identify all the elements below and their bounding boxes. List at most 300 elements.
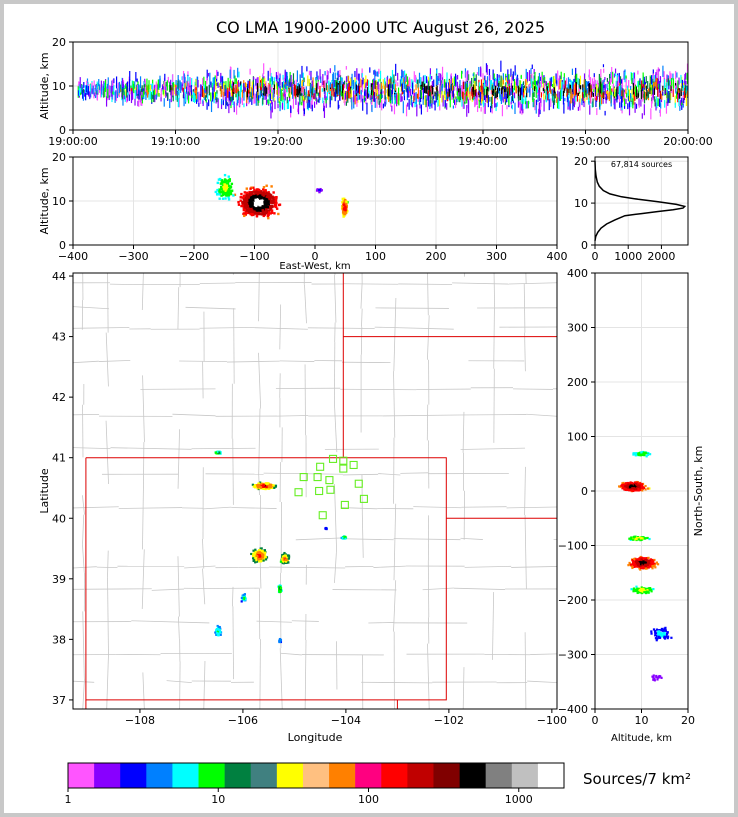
source-streak: [233, 85, 234, 92]
ew-density-cell: [345, 201, 347, 203]
source-streak: [350, 94, 351, 99]
source-streak: [382, 95, 383, 98]
source-streak: [355, 82, 356, 94]
source-streak: [85, 93, 86, 100]
source-streak: [400, 94, 401, 102]
source-streak: [679, 106, 680, 111]
ew-tick-label: 100: [365, 250, 386, 263]
source-streak: [422, 82, 423, 90]
source-streak: [689, 81, 690, 86]
county-line: [204, 661, 205, 709]
source-streak: [432, 86, 433, 94]
source-streak: [208, 73, 209, 76]
source-streak: [362, 99, 363, 111]
source-streak: [436, 75, 437, 85]
source-streak: [287, 97, 288, 104]
source-streak: [279, 75, 280, 79]
county-line: [492, 592, 493, 660]
ew-density-cell: [265, 208, 267, 210]
source-streak: [459, 80, 460, 89]
source-streak: [581, 98, 582, 105]
source-streak: [622, 88, 623, 97]
source-streak: [408, 90, 409, 97]
source-streak: [206, 102, 207, 109]
source-streak: [503, 80, 504, 85]
source-streak: [297, 86, 298, 97]
source-streak: [612, 72, 613, 84]
source-streak: [418, 99, 419, 102]
source-streak: [451, 76, 452, 83]
time-tick-label: 19:40:00: [458, 135, 508, 148]
source-streak: [666, 82, 667, 89]
source-streak: [530, 68, 531, 74]
county-line: [525, 333, 526, 372]
source-streak: [282, 103, 283, 110]
source-streak: [534, 100, 535, 110]
ew-density-cell: [343, 204, 345, 206]
source-streak: [608, 81, 609, 84]
county-line: [398, 284, 452, 285]
ew-density-cell: [271, 206, 273, 208]
source-streak: [105, 80, 106, 92]
source-streak: [249, 81, 250, 89]
source-streak: [675, 103, 676, 108]
county-line: [277, 415, 308, 416]
county-line: [73, 361, 99, 363]
source-streak: [544, 77, 545, 80]
source-streak: [208, 99, 209, 106]
source-streak: [316, 98, 317, 105]
ew-density-cell: [344, 209, 346, 211]
hist-alt-tick-label: 20: [574, 155, 588, 169]
source-streak: [151, 94, 152, 102]
source-streak: [536, 81, 537, 85]
ew-density-cell: [257, 206, 259, 208]
ew-density-cell: [222, 198, 224, 200]
source-streak: [619, 99, 620, 102]
source-streak: [185, 92, 186, 102]
source-streak: [324, 106, 325, 118]
source-streak: [285, 84, 286, 89]
source-streak: [502, 105, 503, 116]
source-streak: [158, 93, 159, 97]
county-line: [494, 266, 495, 307]
source-streak: [384, 86, 385, 95]
time-tick-label: 19:00:00: [48, 135, 98, 148]
source-streak: [426, 86, 427, 94]
county-line: [375, 327, 454, 329]
ew-density-cell: [271, 209, 273, 211]
source-streak: [158, 80, 159, 90]
source-streak: [160, 78, 161, 86]
ew-density-cell: [224, 197, 226, 199]
source-streak: [431, 96, 432, 99]
source-streak: [301, 66, 302, 78]
source-streak: [317, 75, 318, 79]
source-streak: [446, 82, 447, 91]
altitude-tick-label: 20: [52, 36, 66, 49]
source-streak: [433, 80, 434, 87]
source-streak: [681, 86, 682, 91]
source-streak: [253, 77, 254, 80]
source-streak: [489, 75, 490, 80]
source-streak: [296, 80, 297, 86]
ew-density-cell: [259, 194, 261, 196]
source-streak: [442, 67, 443, 78]
source-streak: [638, 93, 639, 98]
source-streak: [620, 95, 621, 99]
county-line: [82, 495, 84, 514]
county-line: [526, 414, 557, 416]
county-line: [200, 327, 255, 328]
source-streak: [404, 77, 405, 89]
source-streak: [511, 96, 512, 102]
source-streak: [145, 92, 146, 95]
source-streak: [463, 82, 464, 90]
county-line: [73, 507, 119, 508]
source-streak: [605, 84, 606, 95]
source-streak: [509, 86, 510, 95]
source-streak: [689, 82, 690, 86]
source-streak: [339, 81, 340, 92]
source-streak: [351, 97, 352, 109]
ew-density-cell: [264, 210, 266, 212]
source-streak: [516, 79, 517, 85]
source-streak: [343, 93, 344, 97]
plan-density-cell: [265, 558, 267, 560]
ew-density-cell: [250, 205, 252, 207]
source-streak: [187, 76, 188, 81]
source-streak: [467, 82, 468, 88]
ew-density-cell: [246, 187, 248, 189]
source-streak: [497, 102, 498, 106]
source-streak: [223, 92, 224, 97]
source-streak: [686, 95, 687, 106]
source-streak: [403, 101, 404, 113]
county-line: [394, 298, 396, 371]
source-streak: [154, 89, 155, 95]
source-streak: [618, 77, 619, 85]
time-tick-label: 19:20:00: [253, 135, 303, 148]
source-streak: [268, 71, 269, 81]
source-streak: [172, 74, 173, 82]
source-streak: [660, 103, 661, 108]
plan-density-cell: [273, 487, 275, 489]
source-streak: [86, 81, 87, 86]
source-streak: [371, 105, 372, 112]
source-streak: [614, 88, 615, 97]
source-streak: [398, 93, 399, 100]
ew-density-cell: [219, 197, 221, 199]
source-streak: [375, 86, 376, 96]
source-streak: [353, 80, 354, 89]
source-streak: [395, 64, 396, 76]
source-streak: [563, 78, 564, 85]
county-line: [73, 681, 94, 682]
source-streak: [539, 84, 540, 87]
source-streak: [458, 96, 459, 101]
source-streak: [685, 73, 686, 79]
source-streak: [424, 75, 425, 84]
county-line: [178, 556, 179, 616]
source-streak: [519, 102, 520, 111]
source-streak: [549, 81, 550, 92]
source-streak: [521, 95, 522, 102]
source-streak: [245, 87, 246, 90]
source-streak: [264, 78, 265, 84]
source-streak: [609, 82, 610, 90]
ew-density-cell: [263, 186, 265, 188]
source-streak: [261, 79, 262, 88]
source-streak: [185, 83, 186, 89]
county-line: [308, 328, 375, 329]
source-streak: [533, 92, 534, 97]
source-streak: [627, 86, 628, 90]
source-streak: [484, 96, 485, 101]
ew-density-cell: [270, 185, 272, 187]
source-streak: [276, 75, 277, 81]
source-streak: [589, 69, 590, 80]
ew-density-cell: [224, 187, 226, 189]
source-streak: [497, 88, 498, 97]
source-streak: [432, 99, 433, 104]
plan-density-cell: [215, 451, 217, 453]
source-streak: [557, 91, 558, 98]
county-line: [259, 409, 260, 476]
source-streak: [233, 70, 234, 79]
source-streak: [514, 92, 515, 98]
source-streak: [679, 88, 680, 99]
source-streak: [335, 92, 336, 101]
county-line: [400, 473, 428, 474]
ew-density-cell: [219, 178, 221, 180]
source-streak: [417, 79, 418, 88]
source-streak: [414, 89, 415, 92]
source-streak: [480, 92, 481, 97]
source-streak: [678, 90, 679, 93]
source-streak: [200, 85, 201, 97]
ew-density-cell: [259, 204, 261, 206]
ew-tick-label: 300: [486, 250, 507, 263]
source-streak: [479, 90, 480, 93]
source-streak: [666, 102, 667, 114]
ew-density-cell: [272, 201, 274, 203]
source-streak: [300, 74, 301, 85]
source-streak: [474, 81, 475, 90]
plan-density-cell: [260, 486, 262, 488]
source-streak: [601, 84, 602, 95]
county-line: [527, 681, 555, 682]
ew-alt-tick-label: 10: [52, 195, 66, 208]
source-streak: [529, 87, 530, 98]
source-streak: [298, 102, 299, 114]
source-streak: [495, 86, 496, 91]
county-line: [428, 644, 430, 709]
source-streak: [574, 101, 575, 104]
source-streak: [276, 90, 277, 95]
ew-density-cell: [246, 192, 248, 194]
hist-tick-label: 1000: [614, 250, 643, 263]
county-line: [233, 606, 234, 679]
source-streak: [471, 78, 472, 87]
source-streak: [257, 77, 258, 83]
source-streak: [99, 84, 100, 90]
source-streak: [233, 94, 234, 100]
source-streak: [207, 94, 208, 99]
source-streak: [165, 87, 166, 98]
lma-figure: [4, 4, 734, 813]
source-streak: [543, 100, 544, 112]
source-streak: [653, 89, 654, 99]
source-streak: [177, 80, 178, 88]
source-streak: [263, 63, 264, 74]
source-streak: [494, 79, 495, 86]
source-streak: [493, 70, 494, 80]
county-line: [232, 587, 233, 607]
plan-density-cell: [260, 558, 262, 560]
source-streak: [603, 69, 604, 73]
source-streak: [460, 89, 461, 100]
source-streak: [568, 93, 569, 98]
source-streak: [473, 73, 474, 76]
source-streak: [563, 103, 564, 114]
county-line: [334, 403, 336, 452]
source-streak: [443, 95, 444, 106]
source-streak: [495, 91, 496, 98]
county-line: [131, 621, 209, 623]
source-streak: [619, 86, 620, 96]
source-streak: [126, 86, 127, 97]
source-streak: [644, 92, 645, 104]
source-streak: [397, 73, 398, 81]
source-streak: [212, 78, 213, 87]
ew-density-cell: [256, 215, 258, 217]
source-streak: [506, 94, 507, 102]
source-streak: [439, 94, 440, 106]
ew-density-cell: [258, 189, 260, 191]
county-line: [373, 566, 405, 567]
source-streak: [678, 78, 679, 85]
ew-tick-label: −300: [118, 250, 149, 263]
source-streak: [97, 81, 98, 88]
source-streak: [252, 88, 253, 97]
source-streak: [203, 101, 204, 107]
source-streak: [500, 61, 501, 72]
source-streak: [416, 104, 417, 116]
source-streak: [274, 100, 275, 109]
source-streak: [604, 77, 605, 80]
source-streak: [252, 82, 253, 89]
source-streak: [306, 66, 307, 71]
source-streak: [420, 77, 421, 85]
source-streak: [215, 92, 216, 97]
county-line: [423, 588, 454, 590]
altitude-tick-label: 10: [52, 80, 66, 93]
source-streak: [673, 78, 674, 88]
source-streak: [507, 84, 508, 87]
source-streak: [512, 74, 513, 80]
source-streak: [214, 77, 215, 85]
ew-density-cell: [228, 175, 230, 177]
source-streak: [469, 91, 470, 100]
source-streak: [444, 79, 445, 87]
source-streak: [169, 99, 170, 108]
source-streak: [89, 91, 90, 98]
source-streak: [690, 92, 691, 102]
county-line: [555, 682, 580, 683]
source-streak: [247, 84, 248, 88]
county-line: [255, 328, 308, 330]
source-streak: [526, 69, 527, 80]
source-streak: [366, 89, 367, 97]
source-streak: [297, 70, 298, 81]
source-streak: [646, 90, 647, 96]
source-streak: [279, 105, 280, 111]
ew-density-cell: [246, 206, 248, 208]
source-streak: [478, 67, 479, 76]
county-line: [108, 263, 109, 332]
source-streak: [646, 76, 647, 83]
source-streak: [466, 105, 467, 117]
source-streak: [412, 102, 413, 107]
county-line: [292, 621, 319, 622]
source-streak: [570, 96, 571, 104]
source-streak: [266, 87, 267, 93]
source-streak: [500, 76, 501, 88]
source-streak: [187, 71, 188, 74]
county-line: [280, 361, 315, 362]
county-line: [525, 515, 526, 589]
source-streak: [274, 77, 275, 81]
source-streak: [454, 76, 455, 86]
source-streak: [466, 71, 467, 81]
source-streak: [441, 91, 442, 103]
source-streak: [181, 82, 182, 89]
county-line: [110, 284, 133, 285]
source-streak: [294, 84, 295, 96]
source-streak: [446, 103, 447, 110]
source-streak: [620, 107, 621, 111]
source-streak: [372, 80, 373, 83]
source-streak: [123, 88, 124, 95]
source-streak: [230, 79, 231, 88]
source-streak: [496, 106, 497, 111]
source-streak: [575, 96, 576, 101]
source-streak: [330, 68, 331, 73]
source-streak: [390, 89, 391, 101]
source-streak: [310, 72, 311, 77]
source-streak: [346, 66, 347, 70]
source-streak: [662, 91, 663, 95]
source-streak: [377, 82, 378, 90]
source-streak: [242, 98, 243, 105]
ew-density-cell: [262, 193, 264, 195]
source-streak: [109, 85, 110, 93]
source-streak: [511, 92, 512, 95]
source-streak: [354, 95, 355, 105]
source-streak: [115, 92, 116, 103]
source-streak: [144, 84, 145, 87]
source-streak: [235, 85, 236, 93]
source-streak: [423, 81, 424, 87]
source-streak: [424, 83, 425, 93]
source-streak: [339, 70, 340, 77]
source-streak: [250, 92, 251, 98]
source-streak: [351, 74, 352, 86]
source-streak: [415, 76, 416, 82]
source-streak: [112, 91, 113, 94]
source-streak: [232, 101, 233, 105]
